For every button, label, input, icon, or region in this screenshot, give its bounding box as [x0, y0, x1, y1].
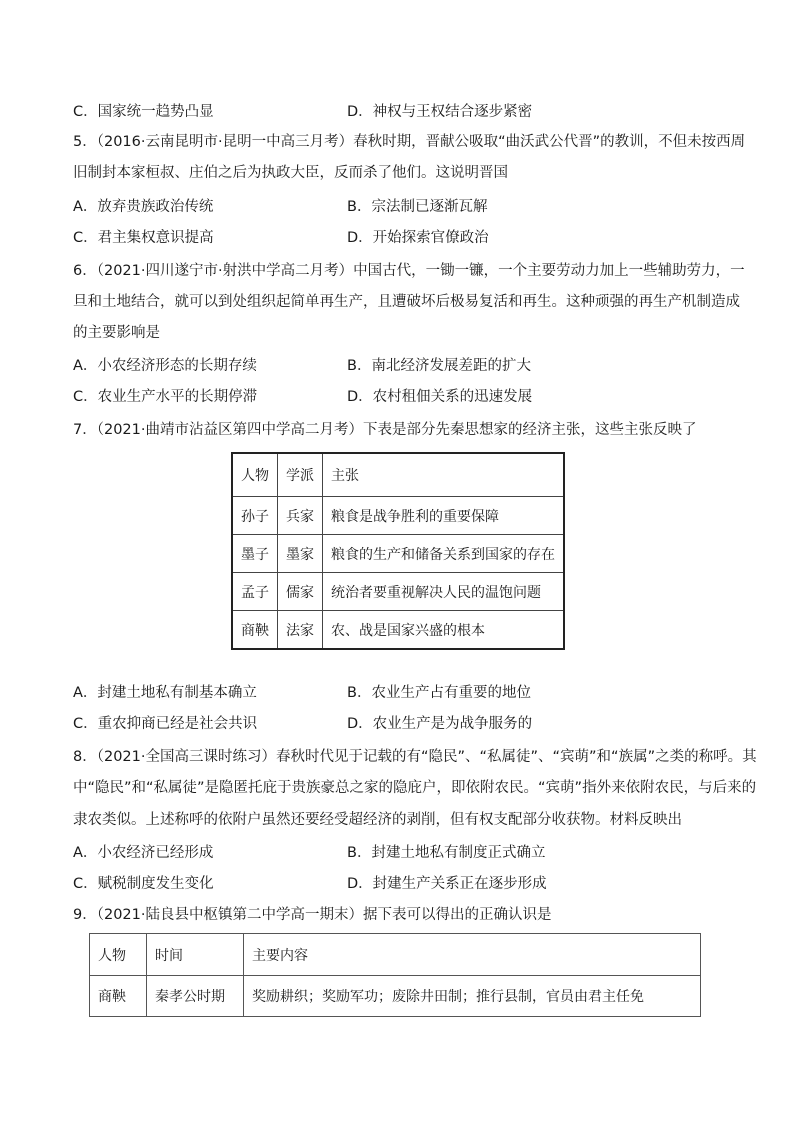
q8-stem-line3: 隶农类似。上述称呼的依附户虽然还要经受超经济的剥削，但有权支配部分收获物。材料反映出: [73, 812, 682, 828]
q7-option-c[interactable]: C．重农抑商已经是社会共识: [73, 716, 258, 732]
table-header-cell: 人物: [90, 934, 147, 976]
q5-stem-line2: 旧制封本家桓叔、庄伯之后为执政大臣，反而杀了他们。这说明晋国: [73, 165, 508, 181]
q9-table: [89, 933, 701, 1017]
table-cell: 商鞅: [232, 611, 278, 650]
table-header-cell: 主要内容: [244, 934, 701, 976]
table-cell: 孟子: [232, 573, 278, 611]
table-row: [232, 611, 564, 650]
q8-option-c[interactable]: C．赋税制度发生变化: [73, 876, 214, 892]
table-cell: 墨家: [278, 535, 323, 573]
q6-stem-line1: 6．（2021·四川遂宁市·射洪中学高二月考）中国古代，一锄一镰，一个主要劳动力加上一些辅助劳力，一: [73, 263, 745, 279]
q7-stem-line1: 7．（2021·曲靖市沾益区第四中学高二月考）下表是部分先秦思想家的经济主张，这些主张反映了: [73, 422, 697, 438]
q6-stem-line2: 旦和土地结合，就可以到处组织起简单再生产，且遭破坏后极易复活和再生。这种顽强的再生产机制造成: [73, 294, 740, 310]
q6-option-b[interactable]: B．南北经济发展差距的扩大: [347, 358, 531, 374]
q8-stem-line1: 8．（2021·全国高三课时练习）春秋时代见于记载的有“隐民”、“私属徒”、“宾萌”和“族属”之类的称呼。其: [73, 749, 757, 765]
q4-option-c[interactable]: C．国家统一趋势凸显: [73, 104, 214, 120]
q6-option-a[interactable]: A．小农经济形态的长期存续: [73, 358, 257, 374]
q4-option-d[interactable]: D．神权与王权结合逐步紧密: [347, 104, 533, 120]
q8-option-d[interactable]: D．封建生产关系正在逐步形成: [347, 876, 547, 892]
q5-stem-line1: 5．（2016·云南昆明市·昆明一中高三月考）春秋时期，晋献公吸取“曲沃武公代晋”的教训，不但未按西周: [73, 134, 746, 150]
table-cell: 农、战是国家兴盛的根本: [323, 611, 565, 650]
q5-option-b[interactable]: B．宗法制已逐渐瓦解: [347, 199, 488, 215]
q9-stem-line1: 9．（2021·陆良县中枢镇第二中学高一期末）据下表可以得出的正确认识是: [73, 907, 552, 923]
table-cell: 粮食是战争胜利的重要保障: [323, 497, 565, 535]
table-header-cell: 时间: [147, 934, 244, 976]
table-header-cell: 学派: [278, 453, 323, 497]
q8-stem-line2: 中“隐民”和“私属徒”是隐匿托庇于贵族豪总之家的隐庇户，即依附农民。“宾萌”指外来依附农民，与后来的: [73, 780, 757, 796]
q6-option-c[interactable]: C．农业生产水平的长期停滞: [73, 389, 258, 405]
q7-option-d[interactable]: D．农业生产是为战争服务的: [347, 716, 533, 732]
table-row: [232, 497, 564, 535]
table-cell: 兵家: [278, 497, 323, 535]
table-cell: 儒家: [278, 573, 323, 611]
table-cell: 商鞅: [90, 976, 147, 1017]
table-header-row: [90, 934, 701, 976]
q6-stem-line3: 的主要影响是: [73, 325, 160, 341]
q7-table: [231, 452, 565, 650]
table-cell: 奖励耕织；奖励军功；废除井田制；推行县制，官员由君主任免: [244, 976, 701, 1017]
table-cell: 墨子: [232, 535, 278, 573]
q5-option-d[interactable]: D．开始探索官僚政治: [347, 230, 489, 246]
table-cell: 统治者要重视解决人民的温饱问题: [323, 573, 565, 611]
table-cell: 孙子: [232, 497, 278, 535]
q8-option-a[interactable]: A．小农经济已经形成: [73, 845, 214, 861]
table-cell: 秦孝公时期: [147, 976, 244, 1017]
table-row: [232, 535, 564, 573]
q8-option-b[interactable]: B．封建土地私有制度正式确立: [347, 845, 546, 861]
table-cell: 法家: [278, 611, 323, 650]
q7-option-b[interactable]: B．农业生产占有重要的地位: [347, 685, 531, 701]
table-header-cell: 主张: [323, 453, 565, 497]
q6-option-d[interactable]: D．农村租佃关系的迅速发展: [347, 389, 533, 405]
table-row: [90, 976, 701, 1017]
table-row: [232, 573, 564, 611]
q5-option-a[interactable]: A．放弃贵族政治传统: [73, 199, 214, 215]
q5-option-c[interactable]: C．君主集权意识提高: [73, 230, 214, 246]
table-cell: 粮食的生产和储备关系到国家的存在: [323, 535, 565, 573]
table-header-row: [232, 453, 564, 497]
q7-option-a[interactable]: A．封建土地私有制基本确立: [73, 685, 257, 701]
table-header-cell: 人物: [232, 453, 278, 497]
